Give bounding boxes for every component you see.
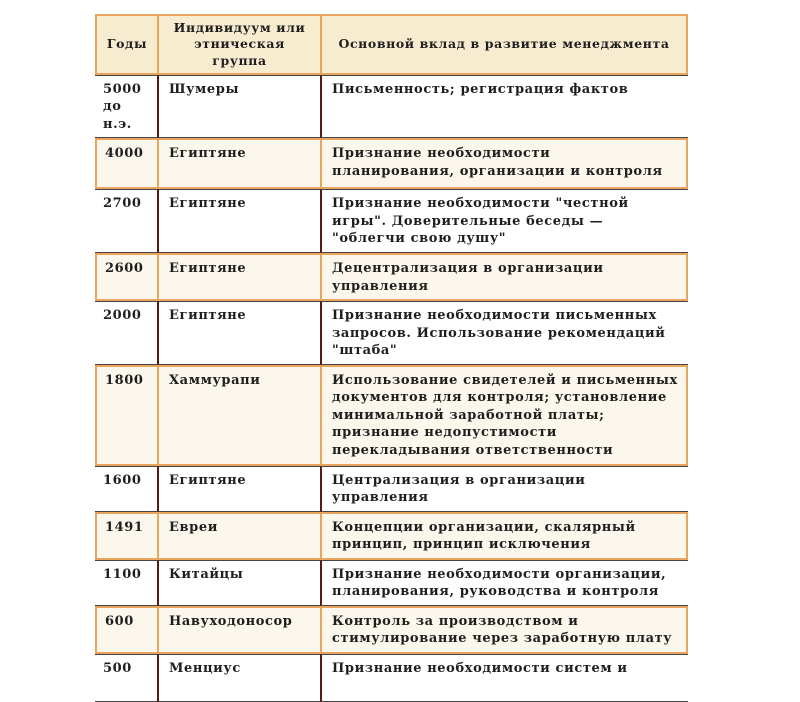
year-cell: 500	[95, 654, 157, 702]
contribution-cell: Признание необходимости планирования, организации и контроля	[320, 138, 688, 189]
group-cell: Хаммурапи	[157, 365, 320, 466]
table-row	[95, 189, 688, 253]
year-cell: 4000	[95, 138, 157, 189]
contribution-cell: Признание необходимости систем и	[320, 654, 688, 702]
table-row	[95, 466, 688, 512]
year-cell: 1491	[95, 512, 157, 560]
group-cell: Китайцы	[157, 560, 320, 606]
year-cell: 600	[95, 606, 157, 654]
group-cell: Египтяне	[157, 189, 320, 253]
management-history-table	[95, 14, 688, 702]
table-row	[95, 654, 688, 702]
column-header-group: Индивидуум или этническая группа	[157, 14, 320, 75]
group-cell: Египтяне	[157, 253, 320, 301]
column-header-years: Годы	[95, 14, 157, 75]
table-row	[95, 75, 688, 139]
table-row	[95, 365, 688, 466]
table-row	[95, 606, 688, 654]
year-cell: 5000 до н.э.	[95, 75, 157, 139]
year-cell: 2600	[95, 253, 157, 301]
contribution-cell: Централизация в организации управления	[320, 466, 688, 512]
contribution-cell: Признание необходимости организации, планирования, руководства и контроля	[320, 560, 688, 606]
group-cell: Менциус	[157, 654, 320, 702]
year-cell: 1600	[95, 466, 157, 512]
table-row	[95, 512, 688, 560]
table-body	[95, 75, 688, 702]
contribution-cell: Письменность; регистрация фактов	[320, 75, 688, 139]
year-cell: 2000	[95, 301, 157, 365]
year-cell: 2700	[95, 189, 157, 253]
table-row	[95, 301, 688, 365]
contribution-cell: Децентрализация в организации управления	[320, 253, 688, 301]
table-row	[95, 138, 688, 189]
group-cell: Шумеры	[157, 75, 320, 139]
contribution-cell: Контроль за производством и стимулирование через заработную плату	[320, 606, 688, 654]
table-row	[95, 560, 688, 606]
year-cell: 1800	[95, 365, 157, 466]
group-cell: Египтяне	[157, 466, 320, 512]
contribution-cell: Признание необходимости "честной игры". Доверительные беседы — "облегчи свою душу"	[320, 189, 688, 253]
column-header-contribution: Основной вклад в развитие менеджмента	[320, 14, 688, 75]
year-cell: 1100	[95, 560, 157, 606]
group-cell: Евреи	[157, 512, 320, 560]
table-header-row	[95, 14, 688, 75]
contribution-cell: Концепции организации, скалярный принцип, принцип исключения	[320, 512, 688, 560]
contribution-cell: Использование свидетелей и письменных документов для контроля; установление минимальной заработной платы; признание недопустимости перекладывания ответственности	[320, 365, 688, 466]
group-cell: Навуходоносор	[157, 606, 320, 654]
group-cell: Египтяне	[157, 138, 320, 189]
contribution-cell: Признание необходимости письменных запросов. Использование рекомендаций "штаба"	[320, 301, 688, 365]
group-cell: Египтяне	[157, 301, 320, 365]
table-row	[95, 253, 688, 301]
